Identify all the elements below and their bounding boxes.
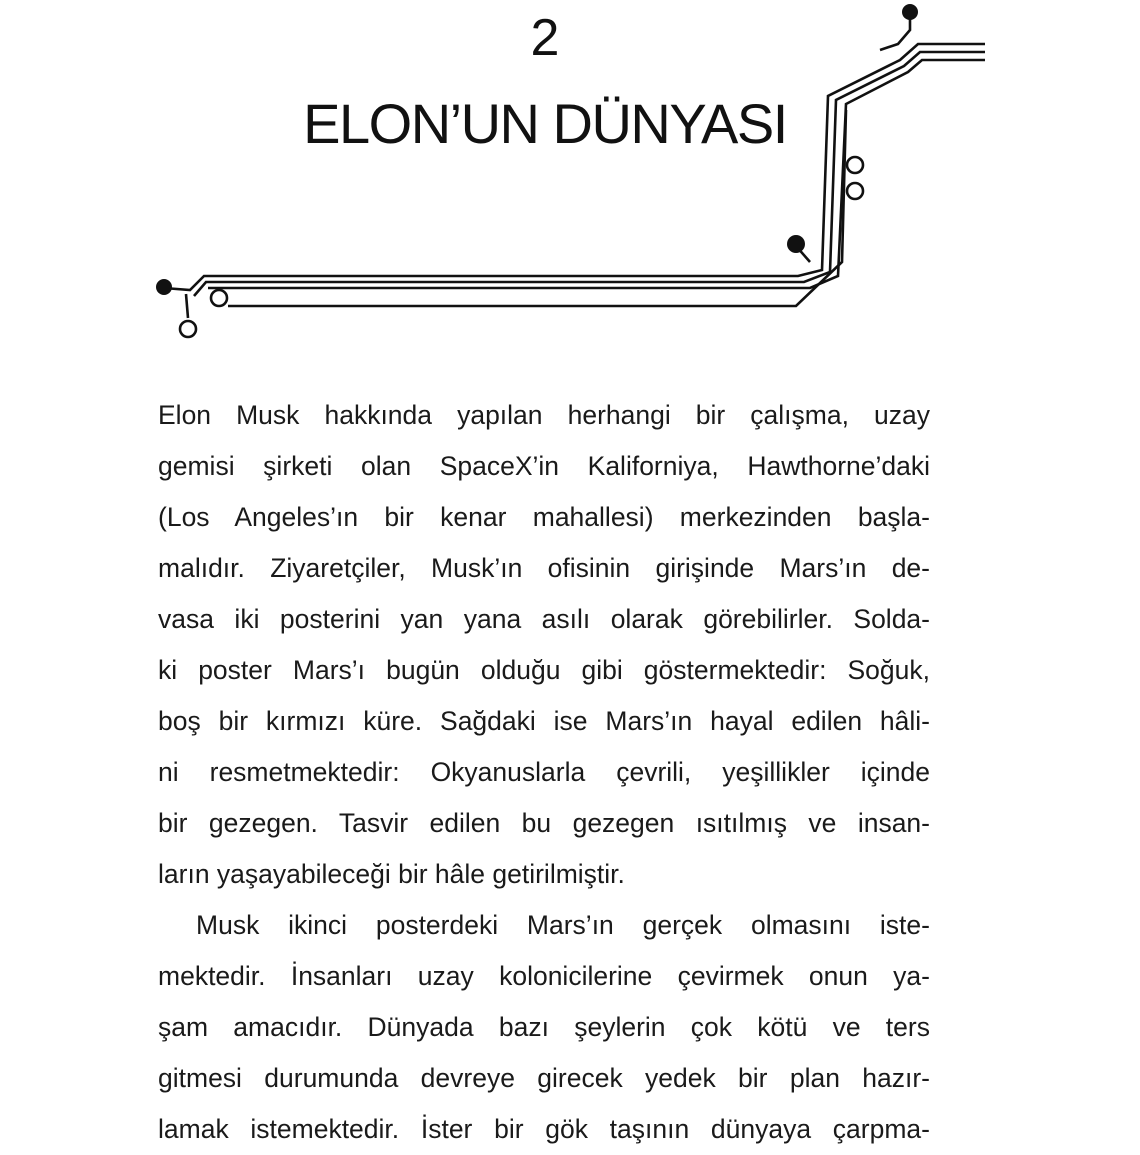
circuit-node-filled	[787, 235, 805, 253]
circuit-node-hollow	[847, 157, 863, 173]
circuit-trace	[208, 60, 985, 288]
body-text	[158, 390, 930, 1155]
text-line: ki poster Mars’ı bugün olduğu gibi göstermektedir: Soğuk,	[158, 655, 930, 685]
text-line: lamak istemektedir. İster bir gök taşının dünyaya çarpma-	[158, 1114, 930, 1144]
circuit-node-filled	[156, 279, 172, 295]
circuit-decoration	[0, 0, 1140, 360]
text-line: gemisi şirketi olan SpaceX’in Kaliforniya, Hawthorne’daki	[158, 451, 930, 481]
circuit-trace	[194, 52, 985, 296]
circuit-node-hollow	[180, 321, 196, 337]
text-line: gitmesi durumunda devreye girecek yedek bir plan hazır-	[158, 1063, 930, 1093]
text-line: mektedir. İnsanları uzay kolonicilerine çevirmek onun ya-	[158, 961, 930, 991]
circuit-trace	[186, 294, 188, 318]
text-line: bir gezegen. Tasvir edilen bu gezegen ısıtılmış ve insan-	[158, 808, 930, 838]
circuit-node-hollow	[211, 290, 227, 306]
text-line: boş bir kırmızı küre. Sağdaki ise Mars’ın hayal edilen hâli-	[158, 706, 930, 736]
chapter-title: ELON’UN DÜNYASI	[303, 92, 787, 155]
text-line: Musk ikinci posterdeki Mars’ın gerçek olmasını iste-	[196, 910, 930, 940]
paragraph	[158, 390, 930, 900]
paragraph	[158, 900, 930, 1155]
text-line: malıdır. Ziyaretçiler, Musk’ın ofisinin girişinde Mars’ın de-	[158, 553, 930, 583]
text-line: vasa iki posterini yan yana asılı olarak görebilirler. Solda-	[158, 604, 930, 634]
text-line: ların yaşayabileceği bir hâle getirilmiştir.	[158, 859, 625, 889]
text-line: Elon Musk hakkında yapılan herhangi bir çalışma, uzay	[158, 400, 930, 430]
text-line: şam amacıdır. Dünyada bazı şeylerin çok kötü ve ters	[158, 1012, 930, 1042]
text-line: (Los Angeles’ın bir kenar mahallesi) merkezinden başla-	[158, 502, 930, 532]
circuit-node-hollow	[847, 183, 863, 199]
text-line: ni resmetmektedir: Okyanuslarla çevrili, yeşillikler içinde	[158, 757, 930, 787]
chapter-number: 2	[530, 9, 560, 67]
circuit-node-filled	[902, 4, 918, 20]
